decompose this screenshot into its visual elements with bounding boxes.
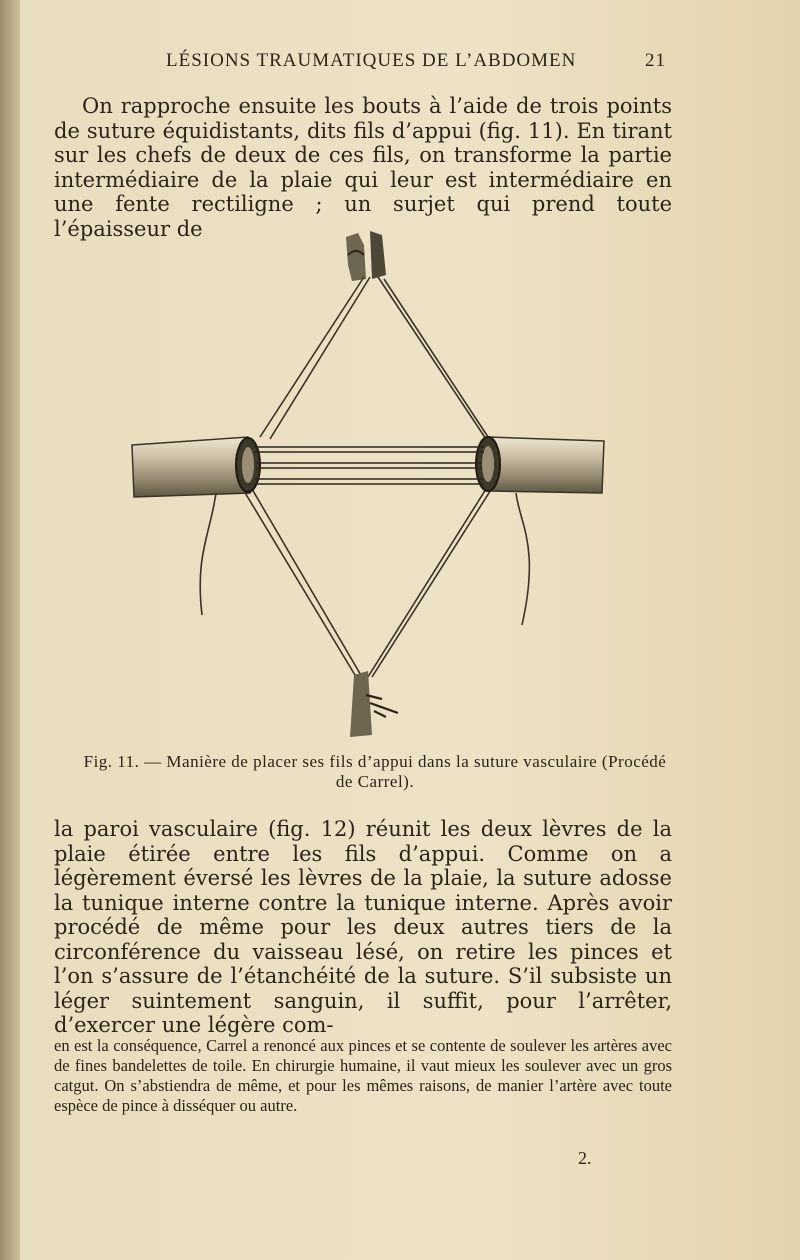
figure-caption: Fig. 11. — Manière de placer ses fils d’appui dans la suture vasculaire (Procédé de Carrel). — [83, 752, 667, 791]
blood-vessel-left — [132, 437, 260, 497]
blood-vessel-right — [476, 437, 604, 493]
running-head — [166, 50, 666, 74]
upper-forceps-icon — [346, 231, 386, 281]
running-head-title: LÉSIONS TRAUMATIQUES DE L’ABDOMEN — [166, 50, 577, 71]
footnote: en est la conséquence, Carrel a renoncé aux pinces et se contente de soulever les artères avec de fines bandelettes de toile. En chirurgie humaine, il vaut mieux les soulever avec un gros catgut. On s’abstiendra de même, et pour les mêmes raisons, de manier l’artère avec toute espèce de pince à disséquer ou autre. — [54, 1036, 672, 1115]
paragraph-1: On rapproche ensuite les bouts à l’aide de trois points de suture équidistants, dits fils d’appui (fig. 11). En tirant sur les chefs de deux de ces fils, on transforme la partie intermédiaire de la plaie qui leur est intermédiaire en une fente rectiligne ; un surjet qui prend toute l’épaisseur de — [54, 94, 672, 241]
paragraph-2: la paroi vasculaire (fig. 12) réunit les deux lèvres de la plaie étirée entre les fils d’appui. Comme on a légèrement éversé les lèvres de la plaie, la suture adosse la tunique interne contre la tunique interne. Après avoir procédé de même pour les deux autres tiers de la circonférence du vaisseau lésé, on retire les pinces et l’on s’assure de l’étanchéité de la suture. S’il subsiste un léger suintement sanguin, il suffit, pour l’arrêter, d’exercer une légère com- — [54, 817, 672, 1037]
book-spine-shadow — [0, 0, 20, 1260]
lower-forceps-icon — [350, 671, 398, 737]
figure-11-illustration — [120, 225, 620, 745]
sheet-signature-mark: 2. — [578, 1148, 592, 1168]
page-number: 21 — [645, 50, 666, 71]
stay-sutures-between-ends — [254, 447, 484, 484]
